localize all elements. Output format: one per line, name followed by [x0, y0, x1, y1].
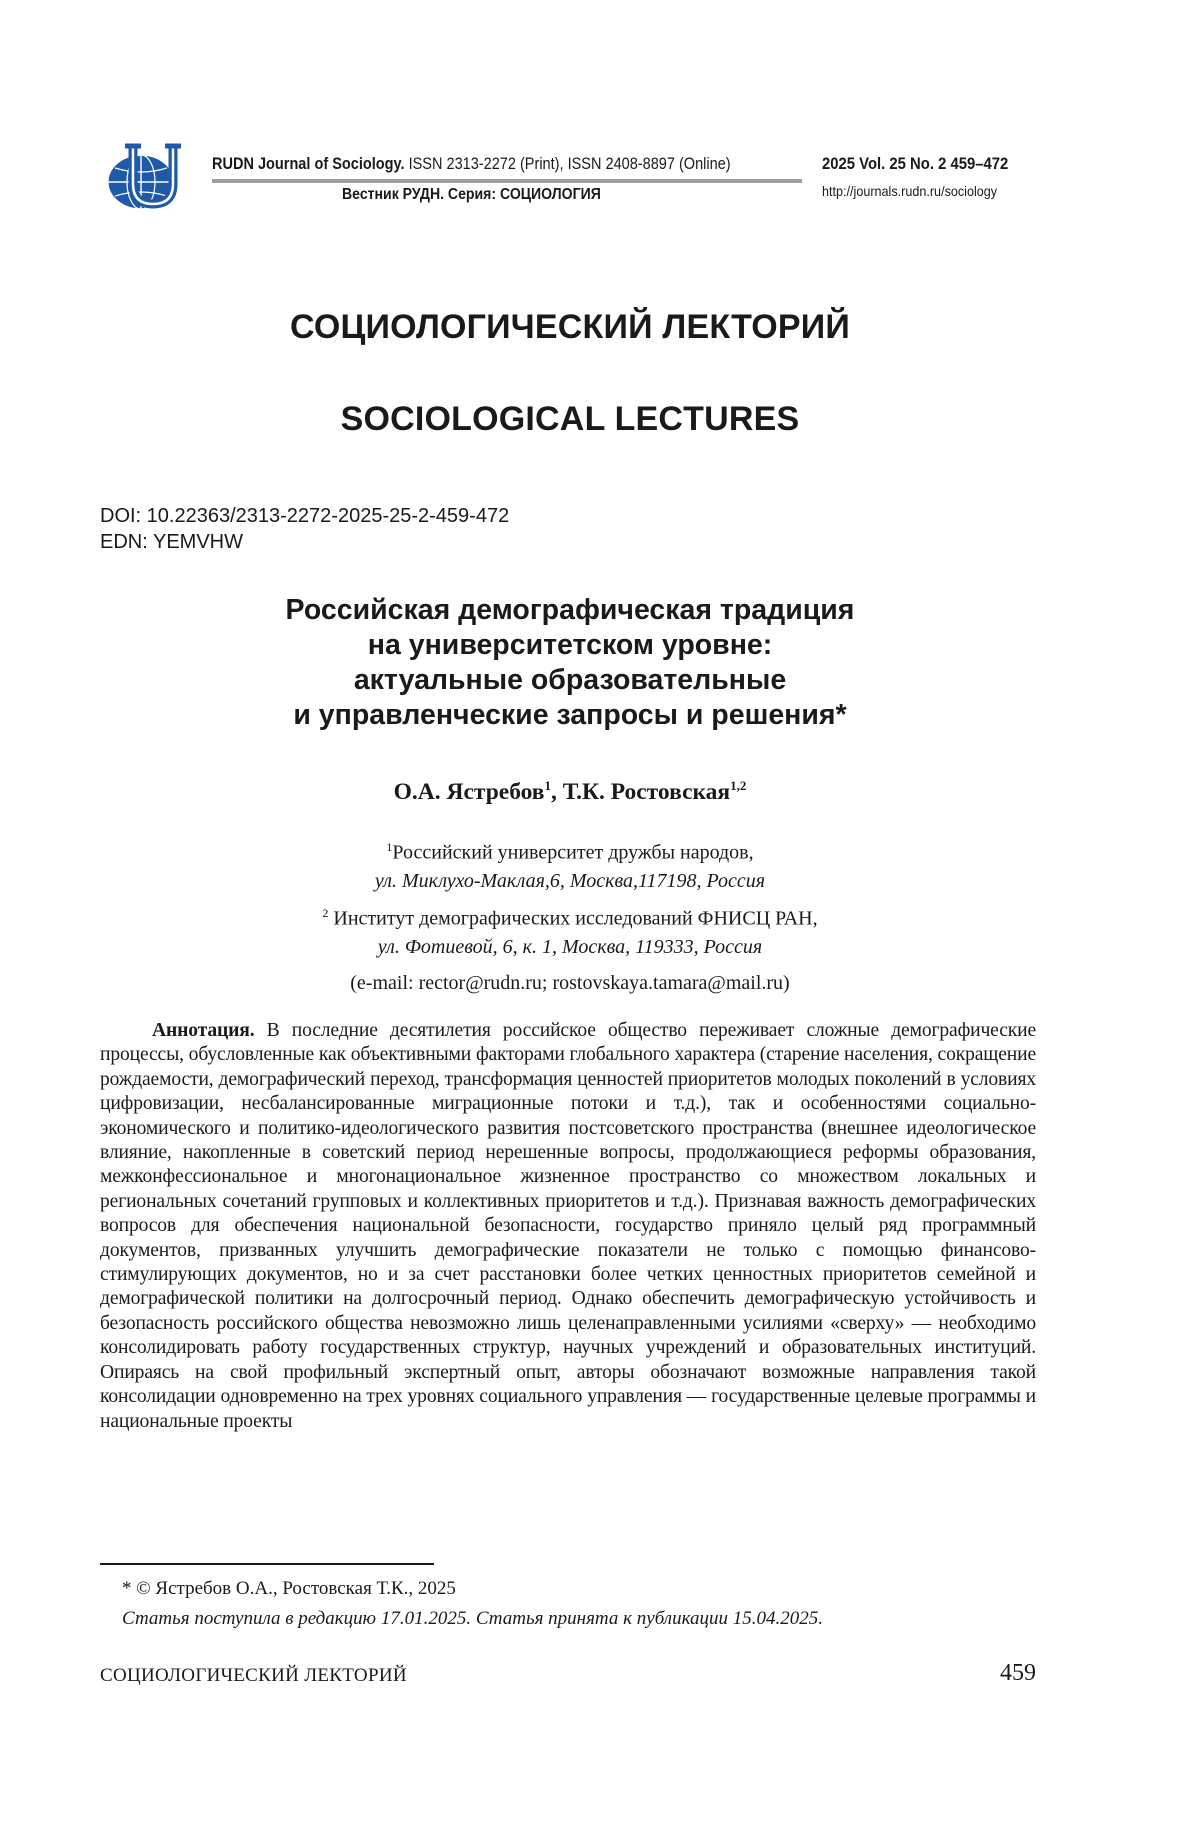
section-title-en: SOCIOLOGICAL LECTURES	[0, 400, 1140, 439]
affiliation-name: Институт демографических исследований ФНИСЦ РАН,	[328, 908, 817, 930]
dates-footnote: Статья поступила в редакцию 17.01.2025. Статья принята к публикации 15.04.2025.	[122, 1608, 823, 1630]
footer-section: СОЦИОЛОГИЧЕСКИЙ ЛЕКТОРИЙ	[100, 1665, 407, 1687]
article-title-line: актуальные образовательные	[0, 663, 1140, 698]
affiliation-address: ул. Фотиевой, 6, к. 1, Москва, 119333, Россия	[0, 933, 1140, 961]
abstract-text: В последние десятилетия российское общество переживает сложные демографические процессы, обусловленные как объективными факторами глобального характера (старение населения, сокращение рождаемости, демографический переход, трансформация ценностей приоритетов молодых поколений в условиях цифровизации, несбалансированные миграционные потоки и т.д.), так и особенностями социально-экономического и политико-идеологического развития постсоветского пространства (внешнее идеологическое влияние, накопленные в советский период нерешенные вопросы, продолжающиеся реформы образования, межконфессиональное и многонациональное жизненное пространство со множеством локальных и региональных сочетаний групповых и коллективных приоритетов и т.д.). Признавая важность демографических вопросов для обеспечения национальной безопасности, государство приняло целый ряд программный документов, призванных улучшить демографические показатели не только с помощью финансово-стимулирующих документов, но и за счет расстановки более четких ценностных приоритетов семейной и демографической политики на долгосрочный период. Однако обеспечить демографическую устойчивость и безопасность российского общества невозможно лишь целенаправленными усилиями «сверху» — необходимо консолидировать работу государственных структур, научных учреждений и образовательных институций. Опираясь на свой профильный экспертный опыт, авторы обозначают возможные направления такой консолидации одновременно на трех уровнях социального управления — государственные целевые программы и национальные проекты	[100, 1020, 1036, 1432]
abstract-label: Аннотация.	[152, 1020, 255, 1041]
author-affiliation-mark: 1	[545, 778, 552, 793]
article-title-line: на университетском уровне:	[0, 628, 1140, 663]
volume-info: 2025 Vol. 25 No. 2 459–472	[822, 155, 1008, 174]
author-name: О.А. Ястребов	[394, 779, 545, 805]
copyright-footnote: * © Ястребов О.А., Ростовская Т.К., 2025	[122, 1578, 456, 1600]
footnote-rule	[100, 1563, 434, 1565]
author-separator: ,	[551, 779, 563, 805]
article-title	[0, 593, 1140, 733]
doi[interactable]: DOI: 10.22363/2313-2272-2025-25-2-459-472	[100, 503, 509, 529]
page-number: 459	[1000, 1660, 1036, 1687]
affiliation	[0, 833, 1140, 895]
affiliation-mark: 2	[322, 906, 328, 920]
authors	[0, 778, 1140, 806]
edn: EDN: YEMVHW	[100, 529, 509, 555]
article-title-line: Российская демографическая традиция	[0, 593, 1140, 628]
affiliation-name: Российский университет дружбы народов,	[392, 842, 753, 864]
rudn-logo-icon	[103, 142, 189, 216]
journal-issn: ISSN 2313-2272 (Print), ISSN 2408-8897 (Online)	[405, 155, 731, 173]
journal-name: RUDN Journal of Sociology.	[212, 155, 405, 173]
author-name: Т.К. Ростовская	[563, 779, 730, 805]
identifiers	[100, 503, 509, 555]
author-affiliation-mark: 1,2	[730, 778, 746, 793]
journal-url[interactable]: http://journals.rudn.ru/sociology	[822, 183, 997, 199]
article-title-line: и управленческие запросы и решения*	[0, 698, 1140, 733]
journal-series-ru: Вестник РУДН. Серия: СОЦИОЛОГИЯ	[342, 186, 601, 204]
affiliation-address: ул. Миклухо-Маклая,6, Москва,117198, Россия	[0, 867, 1140, 895]
journal-header	[212, 155, 731, 174]
affiliation	[0, 899, 1140, 961]
affiliation-mark: 1	[386, 840, 392, 854]
section-title-ru: СОЦИОЛОГИЧЕСКИЙ ЛЕКТОРИЙ	[0, 308, 1140, 347]
abstract	[100, 1019, 1036, 1434]
author-emails[interactable]: (e-mail: rector@rudn.ru; rostovskaya.tamara@mail.ru)	[0, 972, 1140, 995]
header-rule	[212, 179, 802, 183]
